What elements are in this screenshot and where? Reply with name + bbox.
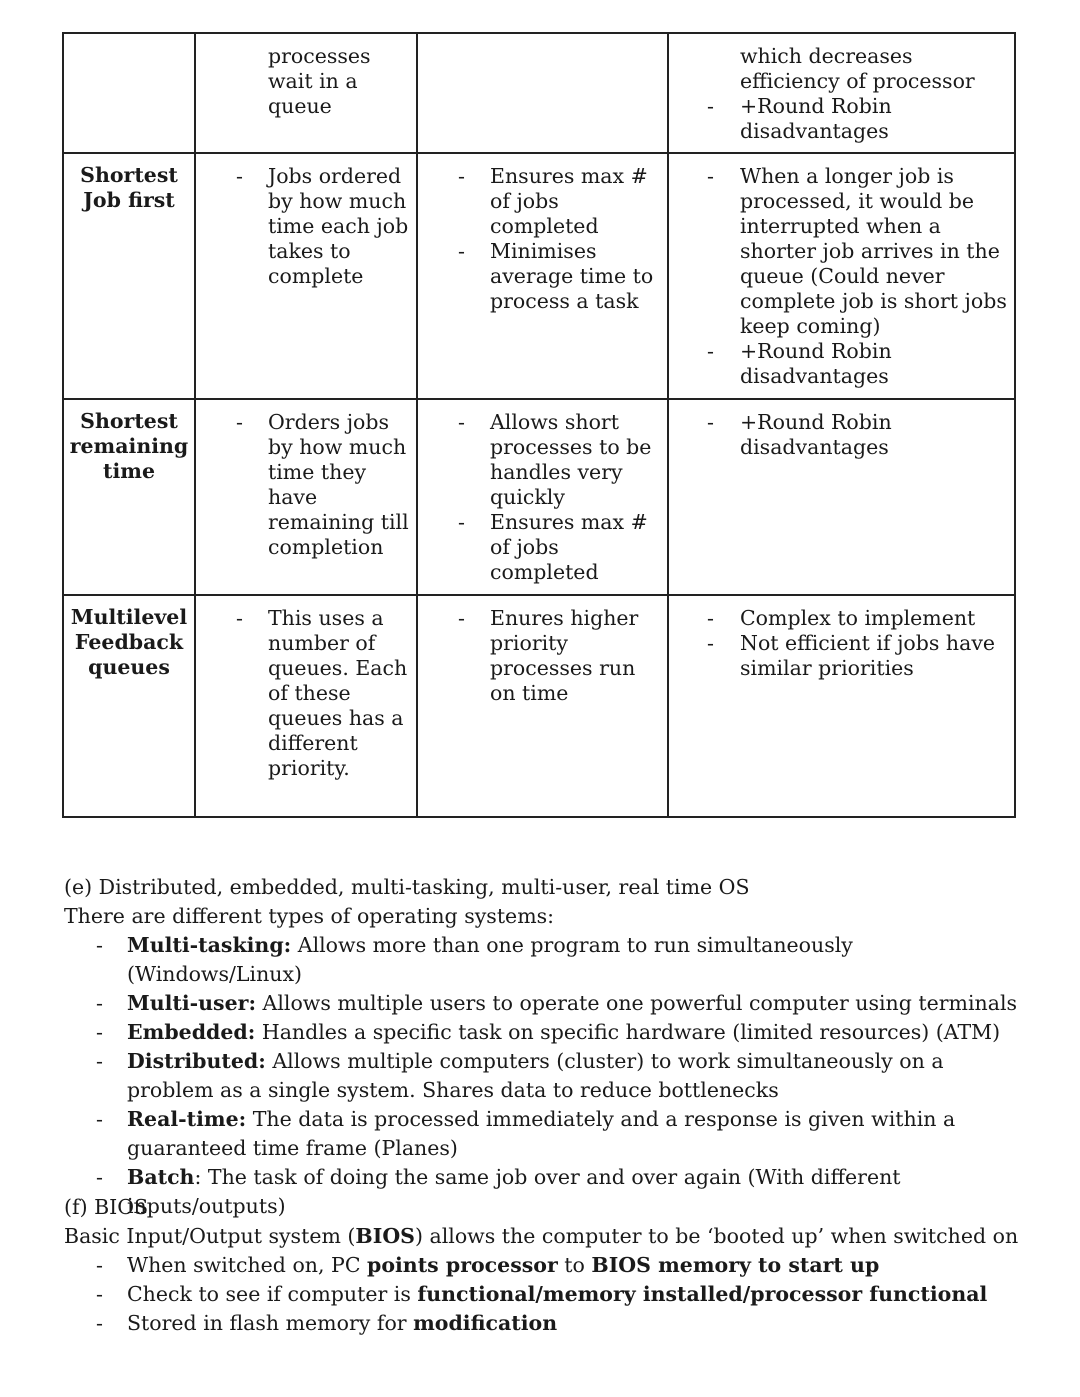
- text-part: Check to see if computer is: [127, 1282, 418, 1306]
- row-name-cell: [63, 399, 195, 595]
- row-name-cell: [63, 595, 195, 817]
- definition: : The task of doing the same job over and over again (With different inputs/outputs): [127, 1165, 901, 1218]
- os-types-list: [64, 931, 1024, 1221]
- list-item: which decreases efficiency of processor: [740, 44, 975, 93]
- list-item: [64, 1018, 1024, 1047]
- os-types-section: [64, 873, 1024, 1221]
- term: Batch: [127, 1165, 195, 1189]
- description-cell: [195, 595, 417, 817]
- list-item: - When a longer job is processed, it would be interrupted when a shorter job arrives in the queue (Could never complete job is short jobs keep coming): [669, 164, 1008, 339]
- row-name-cell: [63, 33, 195, 153]
- section-intro: [64, 1222, 1024, 1251]
- list-item: processes wait in a queue: [268, 44, 371, 118]
- bios-section: [64, 1193, 1024, 1338]
- list-item: - Jobs ordered by how much time each job takes to complete: [196, 164, 410, 289]
- description-cell: [195, 33, 417, 153]
- advantages-cell: [417, 153, 668, 399]
- disadvantages-cell: [668, 595, 1015, 817]
- list-item: - Ensures max # of jobs completed: [418, 510, 661, 585]
- term: Embedded:: [127, 1020, 256, 1044]
- intro-bold: BIOS: [355, 1224, 415, 1248]
- list-item: - Enures higher priority processes run on time: [418, 606, 661, 706]
- bold-part: points processor: [367, 1253, 558, 1277]
- list-item: - Orders jobs by how much time they have remaining till completion: [196, 410, 410, 560]
- disadvantages-cell: [668, 33, 1015, 153]
- list-item: [64, 1280, 1024, 1309]
- list-item: - This uses a number of queues. Each of these queues has a different priority.: [196, 606, 410, 781]
- advantages-cell: [417, 399, 668, 595]
- text-part: to: [557, 1253, 592, 1277]
- definition: The data is processed immediately and a response is given within a guaranteed time frame (Planes): [127, 1107, 956, 1160]
- definition: Allows multiple users to operate one powerful computer using terminals: [256, 991, 1018, 1015]
- definition: Allows more than one program to run simultaneously (Windows/Linux): [127, 933, 853, 986]
- list-item: - Minimises average time to process a task: [418, 239, 661, 314]
- algorithm-name: Multilevel Feedback queues: [70, 605, 188, 679]
- intro-text: ) allows the computer to be ‘booted up’ when switched on: [414, 1224, 1019, 1248]
- text-part: Stored in flash memory for: [127, 1311, 414, 1335]
- list-item: [64, 1309, 1024, 1338]
- scheduling-table: [62, 32, 1016, 818]
- bold-part: BIOS memory to start up: [591, 1253, 880, 1277]
- list-item: - Allows short processes to be handles very quickly: [418, 410, 661, 510]
- term: Multi-tasking:: [127, 933, 292, 957]
- section-heading: (f) BIOS: [64, 1195, 149, 1219]
- disadvantages-cell: [668, 399, 1015, 595]
- table-row: [63, 153, 1015, 399]
- list-item: [64, 989, 1024, 1018]
- definition: Allows multiple computers (cluster) to work simultaneously on a problem as a single system. Shares data to reduce bottlenecks: [127, 1049, 944, 1102]
- algorithm-name: Shortest Job first: [80, 163, 178, 212]
- list-item: - Complex to implement: [669, 606, 1008, 631]
- advantages-cell: [417, 595, 668, 817]
- list-item: - Ensures max # of jobs completed: [418, 164, 661, 239]
- bold-part: functional/memory installed/processor functional: [417, 1282, 988, 1306]
- term: Multi-user:: [127, 991, 257, 1015]
- algorithm-name: Shortest remaining time: [69, 409, 189, 483]
- row-name-cell: [63, 153, 195, 399]
- disadvantages-cell: [668, 153, 1015, 399]
- table-row: [63, 33, 1015, 153]
- list-item: - +Round Robin disadvantages: [669, 94, 1008, 144]
- definition: Handles a specific task on specific hardware (limited resources) (ATM): [255, 1020, 1001, 1044]
- list-item: [64, 931, 1024, 989]
- list-item: - Not efficient if jobs have similar priorities: [669, 631, 1008, 681]
- term: Distributed:: [127, 1049, 266, 1073]
- description-cell: [195, 399, 417, 595]
- list-item: - +Round Robin disadvantages: [669, 339, 1008, 389]
- list-item: [64, 1251, 1024, 1280]
- list-item: - +Round Robin disadvantages: [669, 410, 1008, 460]
- bold-part: modification: [413, 1311, 558, 1335]
- section-heading: (e) Distributed, embedded, multi-tasking, multi-user, real time OS: [64, 875, 750, 899]
- section-intro: There are different types of operating systems:: [64, 904, 555, 928]
- advantages-cell: [417, 33, 668, 153]
- text-part: When switched on, PC: [127, 1253, 368, 1277]
- list-item: [64, 1047, 1024, 1105]
- description-cell: [195, 153, 417, 399]
- list-item: [64, 1105, 1024, 1163]
- table-row: [63, 399, 1015, 595]
- table-row: [63, 595, 1015, 817]
- bios-list: [64, 1251, 1024, 1338]
- term: Real-time:: [127, 1107, 247, 1131]
- intro-text: Basic Input/Output system (: [64, 1224, 356, 1248]
